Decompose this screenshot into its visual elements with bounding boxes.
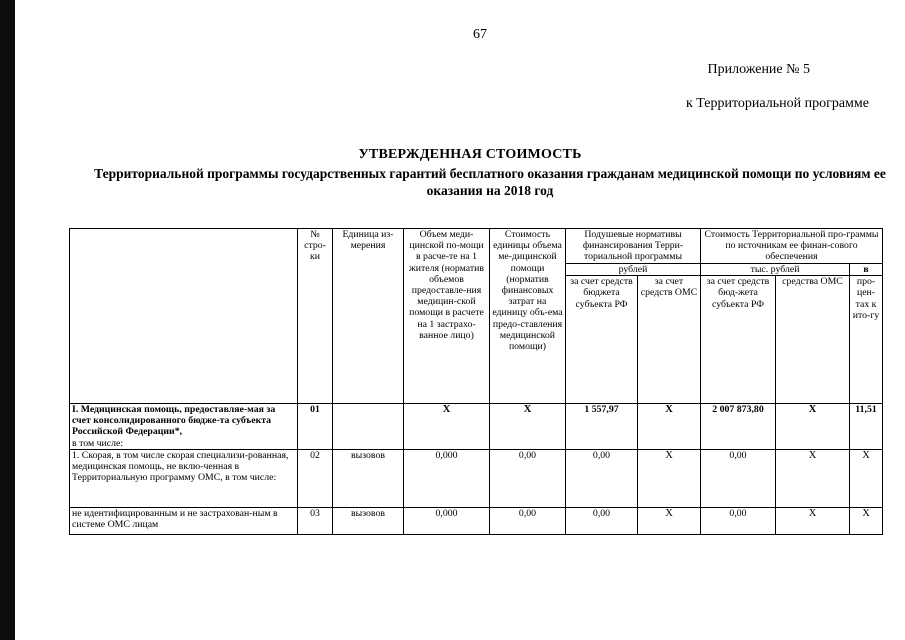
row-cost-oms: X xyxy=(776,507,850,534)
header-unit-cost: Стоимость единицы объема ме-дицинской помощи (норматив финансовых затрат на единицу объ-ема предо-ставления медицинской помощи) xyxy=(490,229,566,404)
table-row xyxy=(70,404,883,450)
row-cost-oms: X xyxy=(776,404,850,450)
row-unit-cost: 0,00 xyxy=(490,507,566,534)
header-per-capita-oms: за счет средств ОМС xyxy=(638,276,701,404)
header-name-cell xyxy=(70,229,298,404)
header-program-cost-oms: средства ОМС xyxy=(776,276,850,404)
row-name: I. Медицинская помощь, предоставляе-мая за счет консолидированного бюдже-та субъекта Российской Федерации*, xyxy=(72,404,276,438)
row-number: 02 xyxy=(298,449,333,507)
header-percent-head: в xyxy=(850,264,883,276)
row-name: 1. Скорая, в том числе скорая специализи-рованная, медицинская помощь, не вклю-ченная в Территориальную программу ОМС, в том числе: xyxy=(70,449,298,507)
row-percent: X xyxy=(850,507,883,534)
row-percent: X xyxy=(850,449,883,507)
row-volume: 0,000 xyxy=(404,449,490,507)
row-volume: X xyxy=(404,404,490,450)
row-number: 01 xyxy=(298,404,333,450)
header-program-cost: Стоимость Территориальной про-граммы по источникам ее финан-сового обеспечения xyxy=(701,229,883,264)
header-program-cost-percent: про-цен-тах к ито-гу xyxy=(850,276,883,404)
row-cost-budget: 0,00 xyxy=(701,449,776,507)
row-pc-oms: X xyxy=(638,507,701,534)
row-percent: 11,51 xyxy=(850,404,883,450)
appendix-label: Приложение № 5 xyxy=(707,62,810,77)
document-title: УТВЕРЖДЕННАЯ СТОИМОСТЬ xyxy=(358,147,582,162)
row-cost-budget: 0,00 xyxy=(701,507,776,534)
row-unit-cost: X xyxy=(490,404,566,450)
table-row xyxy=(70,507,883,534)
table-row xyxy=(70,449,883,507)
row-pc-oms: X xyxy=(638,449,701,507)
row-unit-cost: 0,00 xyxy=(490,449,566,507)
header-program-cost-budget: за счет средств бюд-жета субъекта РФ xyxy=(701,276,776,404)
row-name-note: в том числе: xyxy=(72,437,124,449)
row-unit xyxy=(333,404,404,450)
header-row-number: № стро-ки xyxy=(298,229,333,404)
row-cost-budget: 2 007 873,80 xyxy=(701,404,776,450)
header-program-cost-unit: тыс. рублей xyxy=(701,264,850,276)
cost-table xyxy=(69,228,883,535)
row-unit: вызовов xyxy=(333,449,404,507)
row-name-cell xyxy=(70,404,298,450)
header-per-capita-budget: за счет средств бюджета субъекта РФ xyxy=(566,276,638,404)
header-row xyxy=(70,229,883,264)
row-pc-oms: X xyxy=(638,404,701,450)
row-cost-oms: X xyxy=(776,449,850,507)
header-volume: Объем меди-цинской по-мощи в расче-те на 1 жителя (норматив объемов предоставле-ния медицин-ской помощи в расчете на 1 застрахо-ванное лицо) xyxy=(404,229,490,404)
header-per-capita-unit: рублей xyxy=(566,264,701,276)
document-subtitle: Территориальной программы государственных гарантий бесплатного оказания гражданам медицинской помощи по условиям ее оказания на 2018 год xyxy=(94,166,886,198)
header-unit: Единица из-мерения xyxy=(333,229,404,404)
row-pc-budget: 1 557,97 xyxy=(566,404,638,450)
appendix-subtitle: к Территориальной программе xyxy=(685,96,869,111)
header-per-capita: Подушевые нормативы финансирования Терри-ториальной программы xyxy=(566,229,701,264)
row-volume: 0,000 xyxy=(404,507,490,534)
row-pc-budget: 0,00 xyxy=(566,449,638,507)
page-number: 67 xyxy=(473,27,487,42)
row-name: не идентифицированным и не застрахован-ным в системе ОМС лицам xyxy=(70,507,298,534)
row-number: 03 xyxy=(298,507,333,534)
row-pc-budget: 0,00 xyxy=(566,507,638,534)
row-unit: вызовов xyxy=(333,507,404,534)
scan-edge-bar xyxy=(0,0,15,640)
